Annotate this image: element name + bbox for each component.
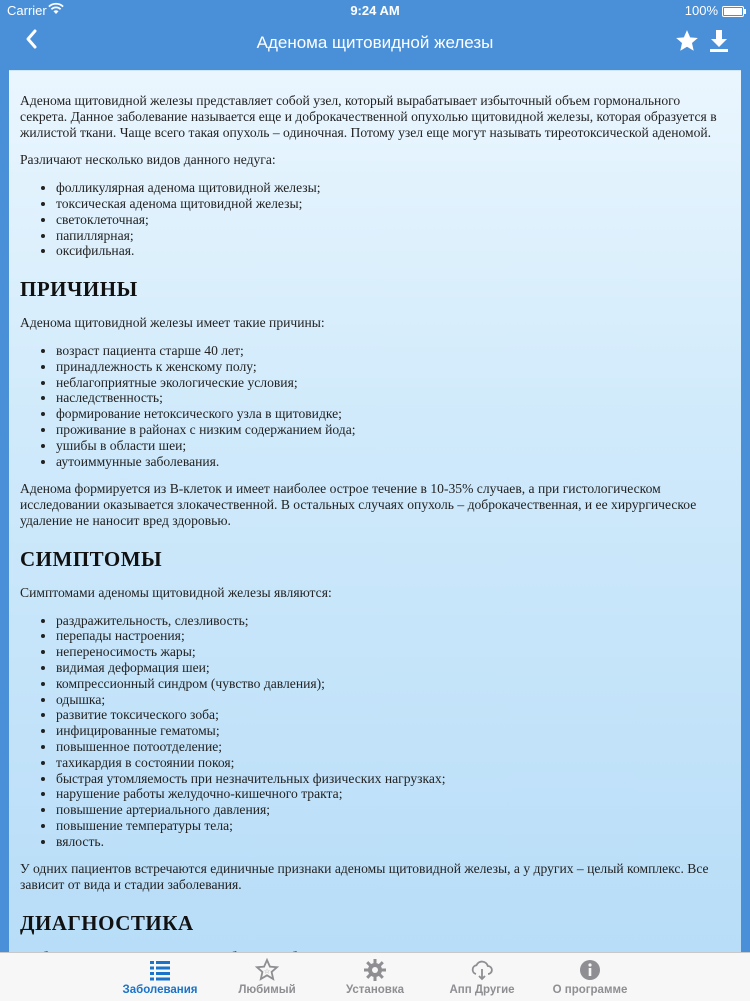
list-item: • папиллярная; [56,228,729,244]
causes-list [20,343,729,469]
causes-heading: ПРИЧИНЫ [20,277,138,302]
battery-icon [722,6,744,17]
list-item: • ушибы в области шеи; [56,438,729,454]
diagnostics-heading: ДИАГНОСТИКА [20,911,194,936]
navigation-bar [0,22,750,64]
tab-bar [0,952,750,1001]
page-title: Аденома щитовидной железы [256,33,494,52]
list-item: • токсическая аденома щитовидной железы; [56,196,729,212]
article [9,71,741,965]
tab-label: О программе [552,984,628,996]
tab-label: Установка [345,984,405,996]
list-item: • аутоиммунные заболевания. [56,454,729,470]
cloud-download-icon [470,958,494,982]
star-icon[interactable] [674,28,700,59]
tab-favorites[interactable] [212,953,322,1001]
tab-settings[interactable] [320,953,430,1001]
list-item: • повышение артериального давления; [56,802,729,818]
list-item: • компрессионный синдром (чувство давления); [56,676,729,692]
list-item: • одышка; [56,692,729,708]
list-item: • повышенное потоотделение; [56,739,729,755]
list-item: • принадлежность к женскому полу; [56,359,729,375]
list-item: • наследственность; [56,390,729,406]
list-item: • развитие токсического зоба; [56,707,729,723]
list-item: • повышение температуры тела; [56,818,729,834]
battery-percent: 100% [684,3,718,18]
list-icon [148,958,172,982]
list-item: • раздражительность, слезливость; [56,613,729,629]
symptoms-list [20,613,729,850]
status-bar [0,0,750,22]
list-item: • видимая деформация шеи; [56,660,729,676]
types-intro: Различают несколько видов данного недуга: [20,152,276,168]
carrier-label: Carrier [7,3,47,18]
gear-icon [363,958,387,982]
tab-label: Заболевания [122,984,198,996]
tab-about[interactable] [535,953,645,1001]
tab-diseases[interactable] [105,953,215,1001]
list-item: • оксифильная. [56,243,729,259]
list-item: • возраст пациента старше 40 лет; [56,343,729,359]
symptoms-outro: У одних пациентов встречаются единичные признаки аденомы щитовидной железы, а у других – целый комплекс. Все зависит от вида и стадии заболевания. [20,861,709,893]
download-icon[interactable] [708,28,730,59]
article-container[interactable] [9,70,741,953]
list-item: • перепады настроения; [56,628,729,644]
tab-label: Любимый [238,984,296,996]
svg-text:☆: ☆ [263,968,271,976]
list-item: • тахикардия в состоянии покоя; [56,755,729,771]
tab-other-apps[interactable] [427,953,537,1001]
list-item: • инфицированные гематомы; [56,723,729,739]
symptoms-heading: СИМПТОМЫ [20,546,163,571]
star-icon [255,958,279,982]
list-item: • проживание в районах с низким содержанием йода; [56,422,729,438]
symptoms-intro: Симптомами аденомы щитовидной железы являются: [20,584,332,600]
list-item: • нарушение работы желудочно-кишечного тракта; [56,786,729,802]
list-item: • неблагоприятные экологические условия; [56,375,729,391]
causes-outro: Аденома формируется из В-клеток и имеет наиболее острое течение в 10-35% случаев, а при гистологическом исследовании оказывается злокачественной. В остальных случаях опухоль – доброкачественная, и ее хирургическое удаление не наносит вред здоровью. [20,481,697,528]
intro-paragraph: Аденома щитовидной железы представляет собой узел, который вырабатывает избыточный объем гормонального секрета. Данное заболевание называется еще и доброкачественной опухолью щитовидной железы, которая образуется в жилистой ткани. Чаще всего такая опухоль – одиночная. Потому узел еще могут называть тиреотоксической аденомой. [20,93,717,140]
tab-label: Апп Другие [449,984,515,996]
info-icon [578,958,602,982]
list-item: • светоклеточная; [56,212,729,228]
list-item: • вялость. [56,834,729,850]
list-item: • фолликулярная аденома щитовидной железы; [56,180,729,196]
types-list [20,180,729,259]
list-item: • формирование нетоксического узла в щитовидке; [56,406,729,422]
list-item: • быстрая утомляемость при незначительных физических нагрузках; [56,771,729,787]
causes-intro: Аденома щитовидной железы имеет такие причины: [20,315,325,331]
list-item: • непереносимость жары; [56,644,729,660]
clock: 9:24 AM [350,3,400,18]
